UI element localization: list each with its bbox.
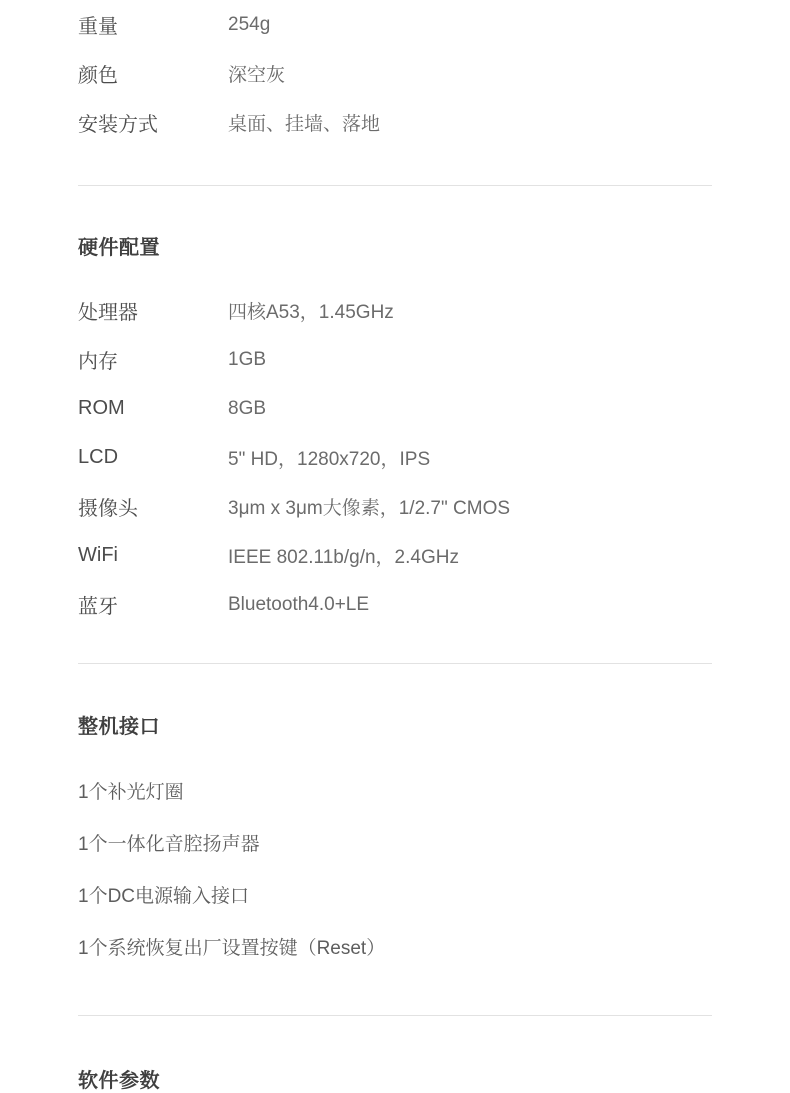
spec-label: 安装方式 bbox=[78, 114, 158, 136]
table-row bbox=[78, 384, 712, 433]
spec-label: LCD bbox=[78, 446, 119, 468]
table-row bbox=[78, 482, 712, 531]
list-item: 1个补光灯圈 bbox=[78, 782, 184, 803]
section-divider bbox=[78, 1015, 712, 1016]
top-spec-table bbox=[78, 0, 712, 147]
spec-value: 254g bbox=[228, 13, 271, 35]
spec-label: 颜色 bbox=[78, 65, 118, 87]
table-row bbox=[78, 49, 712, 98]
table-row bbox=[78, 335, 712, 384]
spec-value: 5" HD，1280x720，IPS bbox=[228, 449, 431, 470]
list-item: 1个一体化音腔扬声器 bbox=[78, 834, 260, 855]
hardware-spec-table bbox=[78, 286, 712, 629]
table-row bbox=[78, 433, 712, 482]
spec-label: 摄像头 bbox=[78, 498, 138, 520]
section-title-hardware: 硬件配置 bbox=[78, 237, 160, 259]
spec-label: ROM bbox=[78, 397, 125, 419]
spec-label: 重量 bbox=[78, 16, 118, 38]
section-title-software: 软件参数 bbox=[78, 1070, 160, 1092]
spec-value: 深空灰 bbox=[228, 65, 286, 86]
spec-label: WiFi bbox=[78, 544, 118, 566]
table-row bbox=[78, 0, 712, 49]
table-row bbox=[78, 286, 712, 335]
section-divider bbox=[78, 185, 712, 186]
table-row bbox=[78, 580, 712, 629]
spec-value: 1GB bbox=[228, 348, 267, 370]
spec-value: 3μm x 3μm大像素，1/2.7" CMOS bbox=[228, 498, 511, 519]
spec-label: 处理器 bbox=[78, 302, 138, 324]
spec-value: 桌面、挂墙、落地 bbox=[228, 114, 381, 135]
interfaces-list bbox=[78, 767, 712, 975]
list-item: 1个DC电源输入接口 bbox=[78, 886, 250, 907]
table-row bbox=[78, 98, 712, 147]
spec-value: IEEE 802.11b/g/n，2.4GHz bbox=[228, 547, 459, 568]
list-item: 1个系统恢复出厂设置按键（Reset） bbox=[78, 938, 386, 959]
spec-value: 8GB bbox=[228, 397, 267, 419]
section-title-interfaces: 整机接口 bbox=[78, 716, 160, 738]
section-divider bbox=[78, 663, 712, 664]
spec-label: 内存 bbox=[78, 351, 118, 373]
spec-value: Bluetooth4.0+LE bbox=[228, 593, 370, 615]
spec-label: 蓝牙 bbox=[78, 596, 118, 618]
table-row bbox=[78, 531, 712, 580]
spec-value: 四核A53，1.45GHz bbox=[228, 302, 394, 323]
